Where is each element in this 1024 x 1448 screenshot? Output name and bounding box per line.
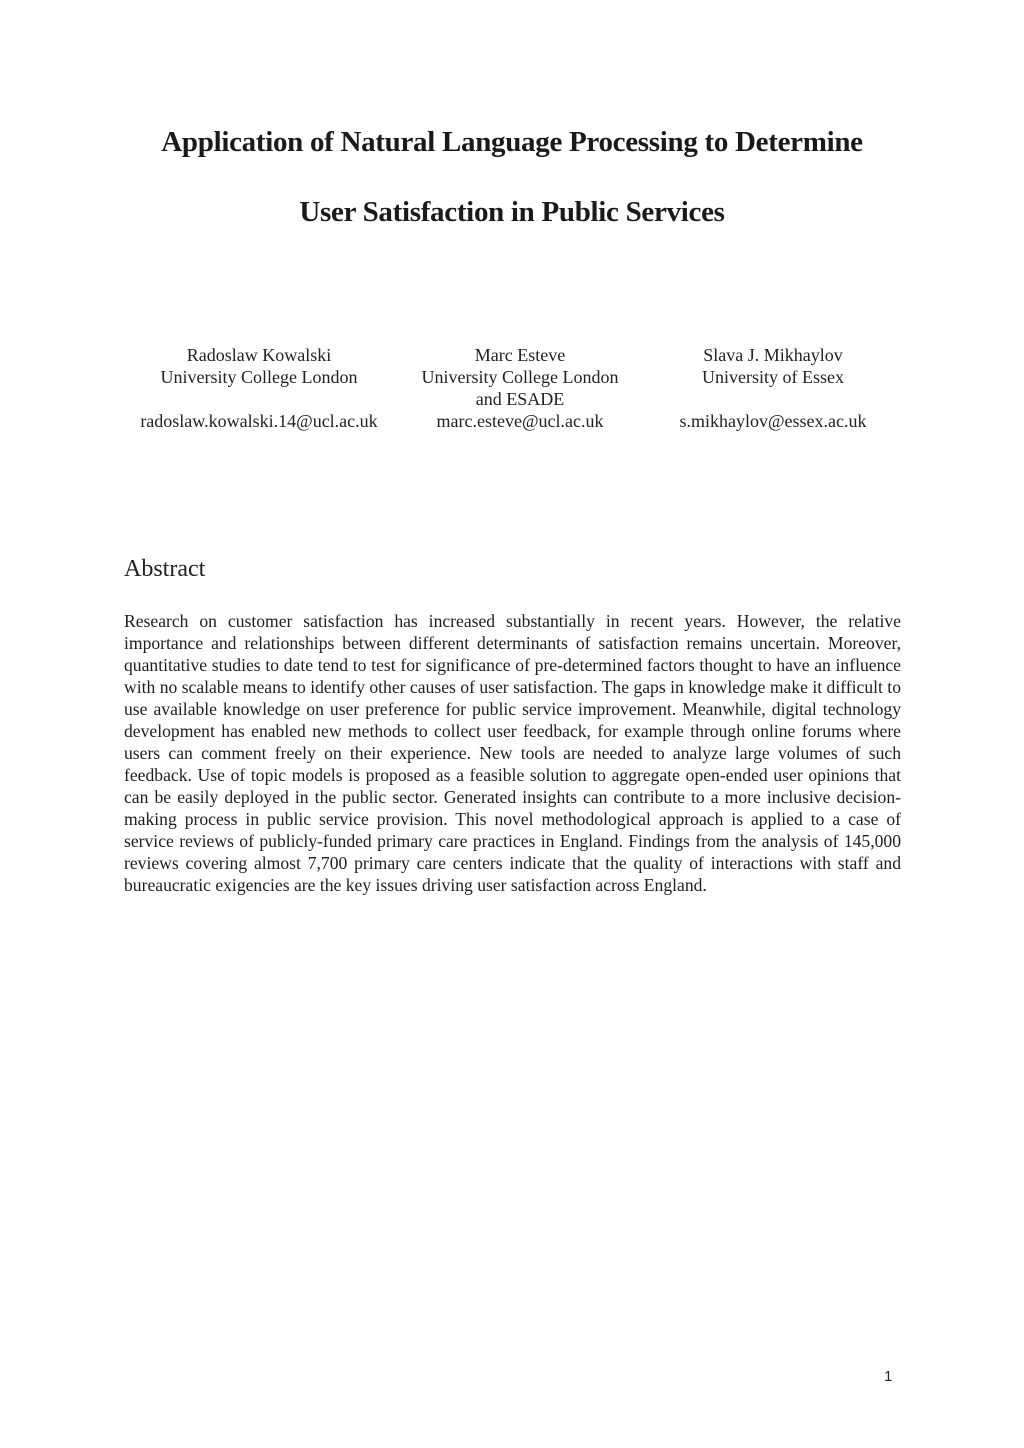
author-spacer (638, 388, 908, 410)
author-block (124, 344, 394, 432)
page-number: 1 (884, 1368, 893, 1385)
author-name: Radoslaw Kowalski (186, 345, 332, 365)
author-name: Marc Esteve (474, 345, 566, 365)
paper-title-line-1: Application of Natural Language Processing to Determine (161, 126, 863, 158)
author-block (385, 344, 655, 432)
author-email: radoslaw.kowalski.14@ucl.ac.uk (140, 411, 378, 431)
author-affiliation-extra: and ESADE (475, 389, 565, 409)
abstract-heading: Abstract (124, 556, 206, 582)
author-affiliation: University of Essex (702, 367, 844, 387)
paper-title-line-2: User Satisfaction in Public Services (299, 196, 725, 228)
author-block (638, 344, 908, 432)
author-affiliation: University College London (160, 367, 358, 387)
author-email: s.mikhaylov@essex.ac.uk (679, 411, 867, 431)
author-email: marc.esteve@ucl.ac.uk (436, 411, 604, 431)
author-affiliation: University College London (421, 367, 619, 387)
author-spacer (124, 388, 394, 410)
abstract-text: Research on customer satisfaction has increased substantially in recent years. However, the relative importance and relationships between different determinants of satisfaction remains uncertain. Moreover, quantitative studies to date tend to test for significance of pre-determined factors thought to have an influence with no scalable means to identify other causes of user satisfaction. The gaps in knowledge make it difficult to use available knowledge on user preference for public service improvement. Meanwhile, digital technology development has enabled new methods to collect user feedback, for example through online forums where users can comment freely on their experience. New tools are needed to analyze large volumes of such feedback. Use of topic models is proposed as a feasible solution to aggregate open-ended user opinions that can be easily deployed in the public sector. Generated insights can contribute to a more inclusive decision-making process in public service provision. This novel methodological approach is applied to a case of service reviews of publicly-funded primary care practices in England. Findings from the analysis of 145,000 reviews covering almost 7,700 primary care centers indicate that the quality of interactions with staff and bureaucratic exigencies are the key issues driving user satisfaction across England. (124, 611, 901, 895)
author-name: Slava J. Mikhaylov (703, 345, 843, 365)
